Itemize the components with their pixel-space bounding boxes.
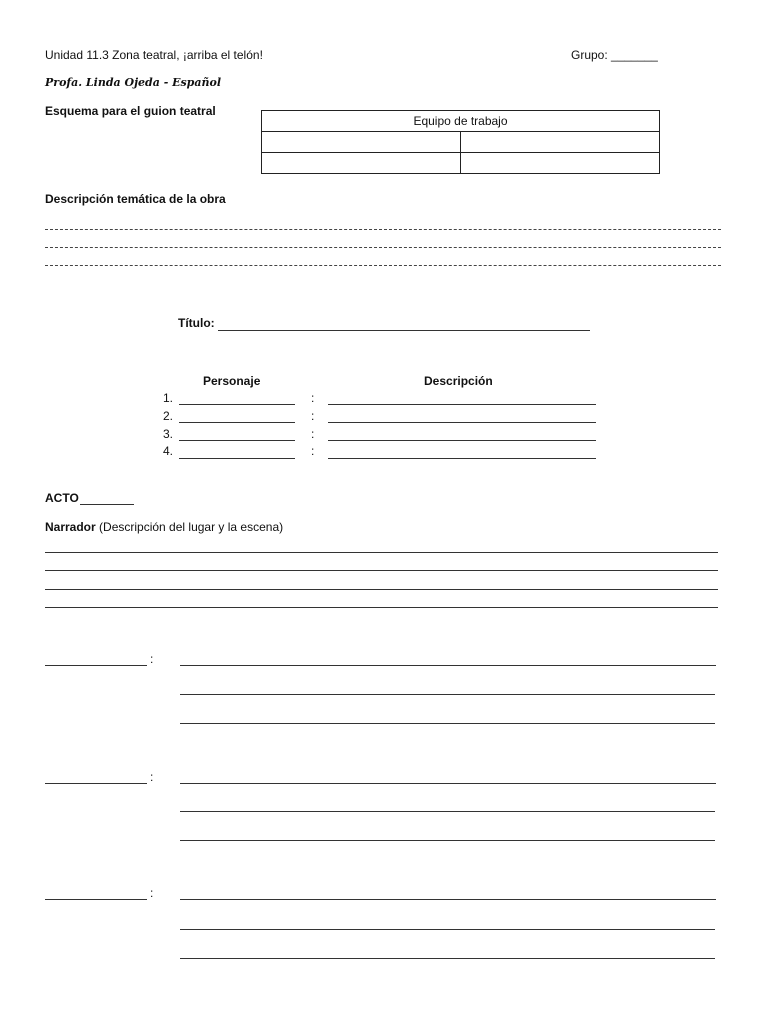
team-cell[interactable] [262, 132, 461, 153]
narrator-line[interactable] [45, 570, 718, 571]
dialogue-line[interactable] [180, 723, 715, 724]
group-field[interactable]: Grupo: _______ [571, 48, 658, 62]
character-number: 1. [163, 391, 174, 405]
speaker-separator: : [150, 770, 154, 784]
character-description-line[interactable] [328, 440, 596, 441]
title-label: Título: [178, 316, 215, 330]
unit-title: Unidad 11.3 Zona teatral, ¡arriba el telón! [45, 48, 263, 62]
character-description-line[interactable] [328, 404, 596, 405]
character-name-line[interactable] [179, 440, 295, 441]
dialogue-line[interactable] [180, 929, 715, 930]
dialogue-line[interactable] [180, 958, 715, 959]
character-name-line[interactable] [179, 422, 295, 423]
theme-heading: Descripción temática de la obra [45, 192, 226, 206]
character-name-line[interactable] [179, 404, 295, 405]
dialogue-line[interactable] [180, 840, 715, 841]
theme-line[interactable] [45, 247, 721, 248]
character-row [163, 444, 173, 458]
speaker-line[interactable] [45, 899, 147, 900]
character-col-header: Personaje [203, 374, 261, 388]
character-number: 3. [163, 427, 174, 441]
theme-line[interactable] [45, 229, 721, 230]
dialogue-line[interactable] [180, 694, 715, 695]
team-cell[interactable] [461, 132, 660, 153]
character-description-line[interactable] [328, 458, 596, 459]
outline-title: Esquema para el guion teatral [45, 104, 216, 118]
dialogue-line[interactable] [180, 899, 716, 900]
narrator-line[interactable] [45, 589, 718, 590]
character-separator: : [311, 444, 315, 458]
character-row [163, 391, 173, 405]
dialogue-line[interactable] [180, 811, 715, 812]
narrator-line[interactable] [45, 552, 718, 553]
narrator-label: Narrador [45, 520, 96, 534]
character-row [163, 427, 173, 441]
act-number-line[interactable] [80, 504, 134, 505]
team-cell[interactable] [262, 153, 461, 174]
character-number: 4. [163, 444, 174, 458]
team-table [261, 110, 660, 174]
title-input-line[interactable] [218, 330, 590, 331]
theme-line[interactable] [45, 265, 721, 266]
dialogue-line[interactable] [180, 665, 716, 666]
description-col-header: Descripción [424, 374, 493, 388]
act-label: ACTO [45, 491, 79, 505]
speaker-line[interactable] [45, 665, 147, 666]
dialogue-line[interactable] [180, 783, 716, 784]
character-description-line[interactable] [328, 422, 596, 423]
character-separator: : [311, 409, 315, 423]
character-number: 2. [163, 409, 174, 423]
character-name-line[interactable] [179, 458, 295, 459]
narrator-hint: (Descripción del lugar y la escena) [99, 520, 284, 534]
speaker-separator: : [150, 652, 154, 666]
speaker-separator: : [150, 886, 154, 900]
character-separator: : [311, 427, 315, 441]
team-cell[interactable] [461, 153, 660, 174]
teacher-name: Profa. Linda Ojeda - Español [45, 76, 221, 89]
speaker-line[interactable] [45, 783, 147, 784]
narrator-heading [45, 520, 283, 534]
character-separator: : [311, 391, 315, 405]
team-table-header: Equipo de trabajo [262, 111, 660, 132]
character-row [163, 409, 173, 423]
narrator-line[interactable] [45, 607, 718, 608]
